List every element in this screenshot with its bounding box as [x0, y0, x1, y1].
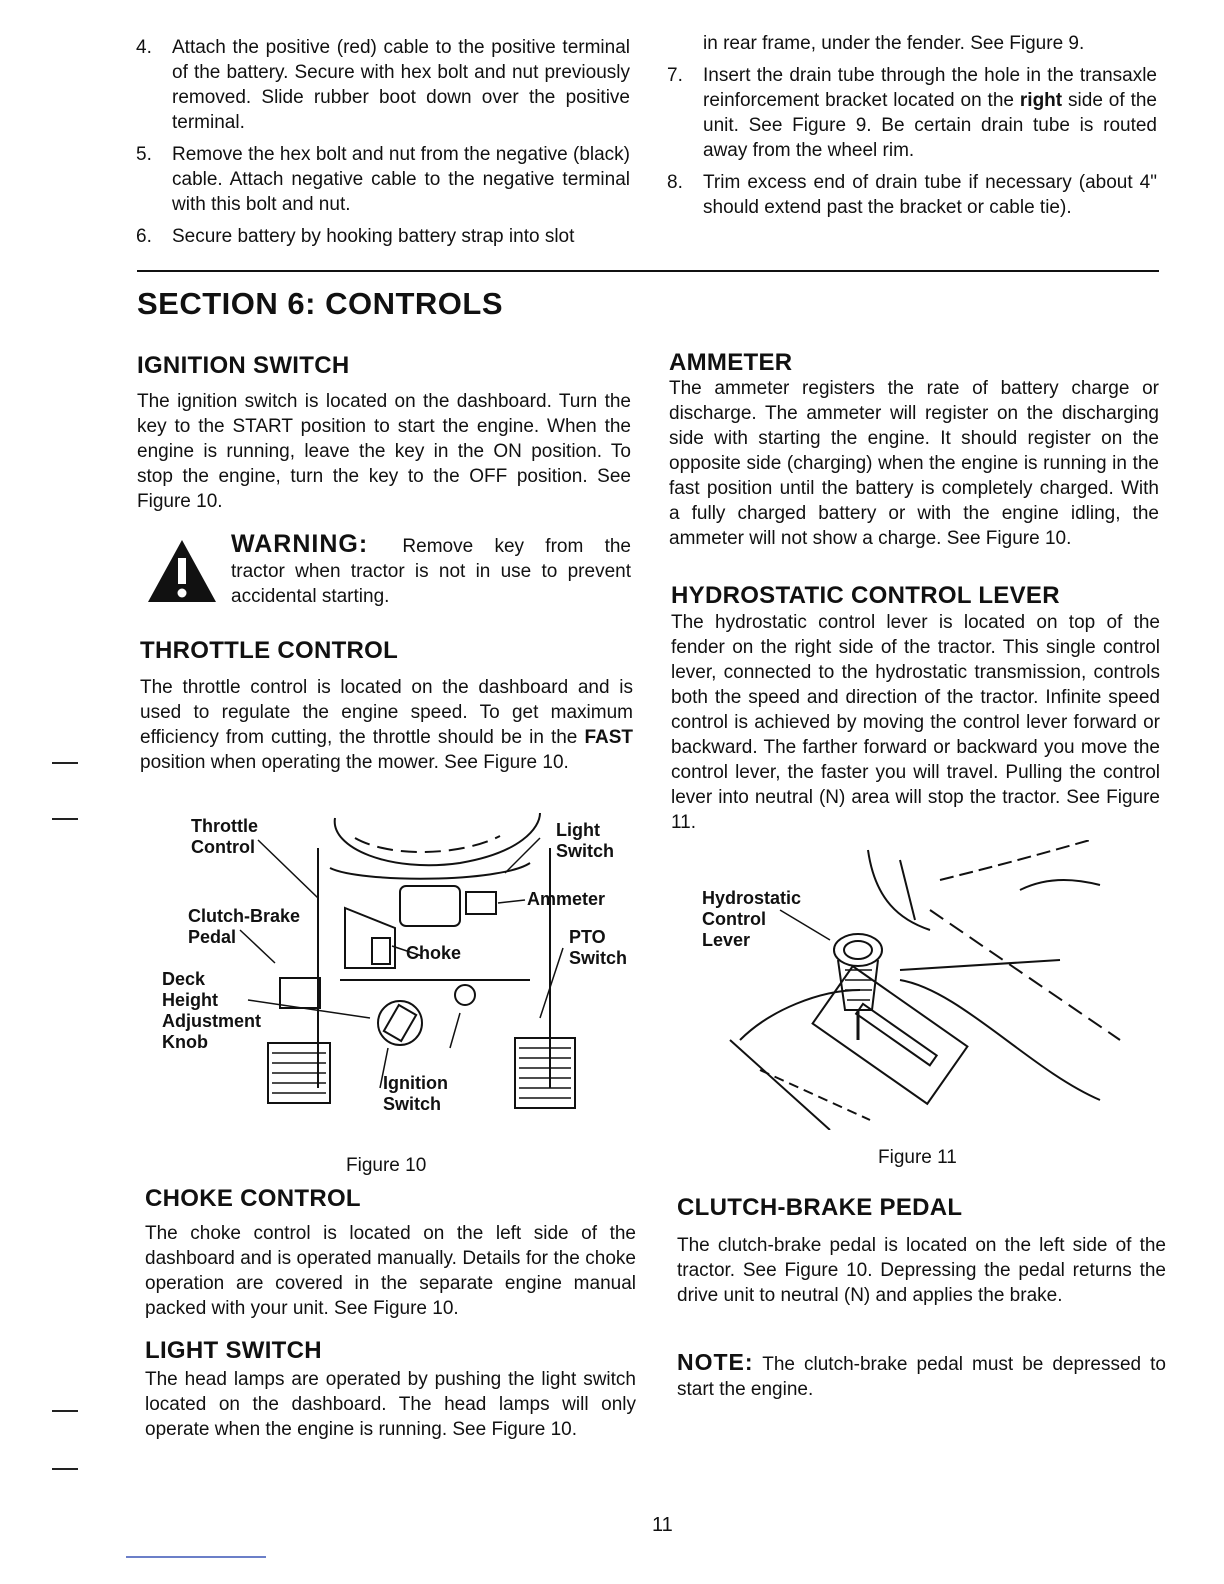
ammeter-text: The ammeter registers the rate of battery charge or discharge. The ammeter will register on the discharging side with starting the engine. It should register on the opposite side (charging) when the engine is running in the fast position until the battery is completely charged. With a fully charged battery or with the engine idling, the ammeter will not show a charge. See Figure 10.	[669, 378, 1159, 549]
label-light-switch: Light Switch	[556, 820, 615, 861]
note-title: NOTE:	[677, 1349, 754, 1375]
lever-drawing	[700, 840, 1130, 1130]
throttle-heading: THROTTLE CONTROL	[140, 637, 399, 664]
step-8: 8. Trim excess end of drain tube if necessary (about 4" should extend past the bracket or cable tie).	[667, 172, 1157, 218]
warning-icon	[146, 538, 226, 608]
section-divider	[137, 270, 1159, 272]
step-4: 4. Attach the positive (red) cable to the positive terminal of the battery. Secure with hex bolt and nut previously removed. Slide rubber boot down over the positive terminal.	[136, 37, 630, 133]
label-ignition-switch: Ignition Switch	[383, 1073, 448, 1114]
note-block	[677, 1350, 1166, 1402]
ignition-text: The ignition switch is located on the dashboard. Turn the key to the START position to start the engine. When the engine is running, leave the key in the ON position. To stop the engine, turn the key to the OFF position. See Figure 10.	[137, 391, 631, 512]
step-6-continuation: in rear frame, under the fender. See Figure 9.	[703, 33, 1085, 54]
margin-mark	[52, 762, 78, 764]
warning-text-first: Remove key from the	[402, 536, 631, 557]
throttle-text: The throttle control is located on the dashboard and is used to regulate the engine speed. To get maximum efficiency from cutting, the throttle should be in the FAST position when operating the mower. See Figure 10.	[140, 677, 634, 773]
label-hydrostatic-control-lever: Hydrostatic Control Lever	[702, 888, 802, 950]
hydro-text: The hydrostatic control lever is located on top of the fender on the right side of the tractor. This single control lever, connected to the hydrostatic transmission, controls both the speed and direction of the tractor. Infinite speed control is achieved by moving the control lever forward or backward. The farther forward or backward you move the control lever, the faster you will travel. Pulling the control lever into neutral (N) area will stop the tractor. See Figure 11.	[671, 612, 1160, 833]
page-number: 11	[652, 1514, 673, 1536]
figure-10-caption: Figure 10	[346, 1155, 427, 1176]
step-5: 5. Remove the hex bolt and nut from the negative (black) cable. Attach negative cable to the negative terminal with this bolt and nut.	[136, 144, 630, 215]
clutch-text: The clutch-brake pedal is located on the left side of the tractor. See Figure 10. Depressing the pedal returns the drive unit to neutral (N) and applies the brake.	[677, 1235, 1166, 1306]
section-title: SECTION 6: CONTROLS	[137, 286, 504, 321]
figure-11	[700, 840, 1130, 1130]
warning-text-rest: tractor when tractor is not in use to prevent accidental starting.	[231, 561, 631, 607]
bottom-rule	[126, 1556, 266, 1558]
figure-11-caption: Figure 11	[878, 1147, 957, 1168]
label-ammeter: Ammeter	[527, 889, 606, 909]
ammeter-heading: AMMETER	[669, 349, 793, 376]
step-6: 6. Secure battery by hooking battery strap into slot	[136, 226, 575, 247]
warning-block	[231, 532, 631, 609]
margin-mark	[52, 1410, 78, 1412]
margin-mark	[52, 818, 78, 820]
top-steps-left	[136, 35, 630, 256]
choke-heading: CHOKE CONTROL	[145, 1185, 361, 1212]
light-text: The head lamps are operated by pushing the light switch located on the dashboard. The head lamps will only operate when the engine is running. See Figure 10.	[145, 1369, 636, 1440]
clutch-heading: CLUTCH-BRAKE PEDAL	[677, 1194, 963, 1221]
hydro-heading: HYDROSTATIC CONTROL LEVER	[671, 582, 1060, 609]
top-steps-right	[667, 31, 1157, 227]
ignition-heading: IGNITION SWITCH	[137, 352, 350, 379]
choke-text: The choke control is located on the left side of the dashboard and is operated manually. Details for the choke operation are covered in the separate engine manual packed with your unit. See Figure 10.	[145, 1223, 636, 1319]
label-clutch-brake-pedal: Clutch-Brake Pedal	[188, 906, 301, 947]
label-deck-height-knob: Deck Height Adjustment Knob	[162, 969, 261, 1052]
step-7: 7. Insert the drain tube through the hole in the transaxle reinforcement bracket located on the right side of the unit. See Figure 9. Be certain drain tube is routed away from the wheel rim.	[667, 65, 1157, 161]
label-pto-switch: PTO Switch	[569, 927, 628, 968]
warning-title: WARNING:	[231, 530, 369, 558]
label-throttle-control: Throttle Control	[191, 816, 258, 857]
label-choke: Choke	[406, 943, 462, 963]
note-text: The clutch-brake pedal must be depressed to start the engine.	[677, 1354, 1166, 1400]
margin-mark	[52, 1468, 78, 1470]
light-heading: LIGHT SWITCH	[145, 1337, 322, 1364]
